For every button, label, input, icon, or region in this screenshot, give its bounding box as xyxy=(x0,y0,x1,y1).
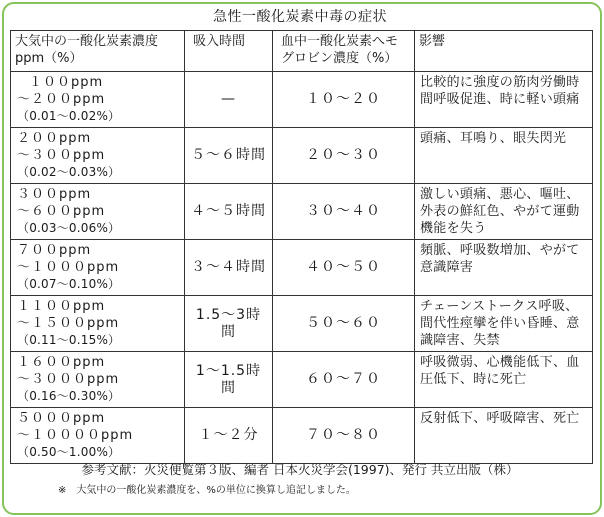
effect-cell: 頻脈、呼吸数増加、やがて意識障害 xyxy=(415,240,593,296)
concentration-cell xyxy=(11,184,185,240)
inhalation-time-cell: ４～５時間 xyxy=(185,184,273,240)
table-row xyxy=(11,296,593,352)
concentration-to: ～１０００ppm xyxy=(17,260,120,275)
concentration-cell xyxy=(11,240,185,296)
table-row xyxy=(11,184,593,240)
concentration-from: ２００ppm xyxy=(17,131,92,146)
footnote: ※ 大気中の一酸化炭素濃度を、%の単位に換算し追記しました。 xyxy=(58,485,356,496)
concentration-percent: （0.11～0.15%） xyxy=(17,333,121,347)
blood-cohb-cell: ２０～３０ xyxy=(273,128,415,184)
header-blood-cohb: 血中一酸化炭素へモグロビン濃度（%） xyxy=(273,31,415,72)
table-row xyxy=(11,408,593,464)
blood-cohb-cell: ７０～８０ xyxy=(273,408,415,464)
inhalation-time-cell: ５～６時間 xyxy=(185,128,273,184)
concentration-percent: （0.07～0.10%） xyxy=(17,277,121,291)
concentration-to: ～３００ppm xyxy=(17,148,106,163)
concentration-percent: （0.50～1.00%） xyxy=(17,445,121,459)
concentration-cell xyxy=(11,128,185,184)
table-title: 急性一酸化炭素中毒の症状 xyxy=(213,9,387,25)
concentration-to: ～１５００ppm xyxy=(17,316,120,331)
inhalation-time-cell: 1～1.5時間 xyxy=(185,352,273,408)
co-poisoning-table xyxy=(10,30,593,464)
effect-cell: 激しい頭痛、悪心、嘔吐、外表の鮮紅色、やがて運動機能を失う xyxy=(415,184,593,240)
table-row xyxy=(11,128,593,184)
blood-cohb-cell: ３０～４０ xyxy=(273,184,415,240)
concentration-from: １１００ppm xyxy=(17,299,106,314)
blood-cohb-cell: １０～２０ xyxy=(273,72,415,128)
concentration-to: ～２００ppm xyxy=(17,92,106,107)
concentration-cell xyxy=(11,352,185,408)
inhalation-time-cell: 1.5～3時間 xyxy=(185,296,273,352)
effect-cell: チェーンストークス呼吸、間代性痙攣を伴い昏睡、意識障害、失禁 xyxy=(415,296,593,352)
concentration-to: ～１００００ppm xyxy=(17,428,134,443)
reference-citation: 参考文献：火災便覧第３版、編者 日本火災学会(1997)、発行 共立出版（株） xyxy=(81,462,519,477)
concentration-percent: （0.01～0.02%） xyxy=(17,109,121,123)
effect-cell: 反射低下、呼吸障害、死亡 xyxy=(415,408,593,464)
concentration-percent: （0.16～0.30%） xyxy=(17,389,121,403)
header-inhalation-time: 吸入時間 xyxy=(185,31,273,72)
concentration-to: ～３０００ppm xyxy=(17,372,120,387)
inhalation-time-cell: １～２分 xyxy=(185,408,273,464)
effect-cell: 頭痛、耳鳴り、眼失閃光 xyxy=(415,128,593,184)
table-row xyxy=(11,240,593,296)
effect-cell: 比較的に強度の筋肉労働時間呼吸促進、時に軽い頭痛 xyxy=(415,72,593,128)
inhalation-time-cell: ３～４時間 xyxy=(185,240,273,296)
concentration-cell xyxy=(11,408,185,464)
concentration-from: ３００ppm xyxy=(17,187,92,202)
concentration-from: １００ppm xyxy=(29,75,104,90)
header-effect: 影響 xyxy=(415,31,593,72)
blood-cohb-cell: ５０～６０ xyxy=(273,296,415,352)
inhalation-time-cell: — xyxy=(185,72,273,128)
blood-cohb-cell: ４０～５０ xyxy=(273,240,415,296)
table-row xyxy=(11,72,593,128)
concentration-from: １６００ppm xyxy=(17,355,106,370)
header-concentration: 大気中の一酸化炭素濃度ppm（%） xyxy=(11,31,185,72)
concentration-percent: （0.03～0.06%） xyxy=(17,221,121,235)
concentration-cell xyxy=(11,72,185,128)
table-header-row xyxy=(11,31,593,72)
concentration-from: ５０００ppm xyxy=(17,411,106,426)
concentration-to: ～６００ppm xyxy=(17,204,106,219)
effect-cell: 呼吸微弱、心機能低下、血圧低下、時に死亡 xyxy=(415,352,593,408)
concentration-from: ７００ppm xyxy=(17,243,92,258)
concentration-percent: （0.02～0.03%） xyxy=(17,165,121,179)
blood-cohb-cell: ６０～７０ xyxy=(273,352,415,408)
table-row xyxy=(11,352,593,408)
concentration-cell xyxy=(11,296,185,352)
